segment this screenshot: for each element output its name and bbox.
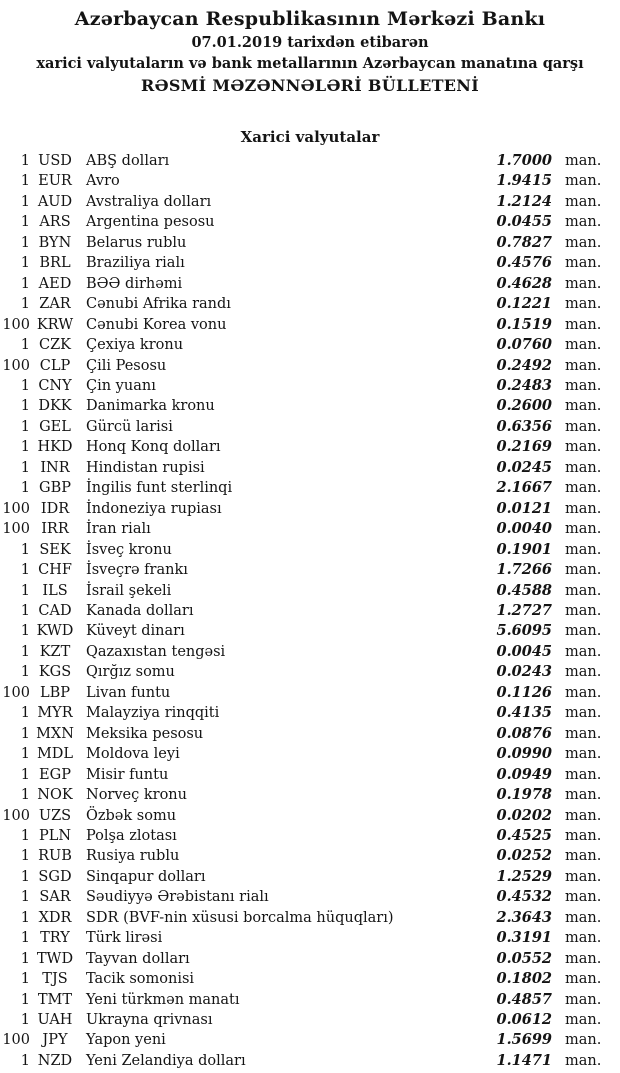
currency-code-cell: JPY [42,1032,68,1049]
unit-label-cell: man. [565,173,602,190]
currency-code-cell: EGP [39,766,71,783]
rate-value-cell: 0.4588 [496,581,552,599]
unit-label-cell: man. [565,521,602,538]
rate-value-cell: 0.4576 [496,254,552,272]
currency-name-cell: Tayvan dolları [86,950,190,967]
currency-code-cell: CHF [38,562,72,579]
currency-name-cell: Kanada dolları [86,602,194,619]
table-row [0,703,602,723]
table-row [0,396,602,416]
currency-code-cell: XDR [38,909,72,926]
currency-name-cell: Yeni Zelandiya dolları [86,1052,246,1069]
table-row [0,806,602,826]
currency-name-cell: Moldova leyi [86,746,180,763]
rate-value-cell: 0.4525 [496,826,552,844]
unit-label-cell: man. [565,766,602,783]
rate-value-cell: 0.4628 [496,274,552,292]
effective-date-line: 07.01.2019 tarixdən etibarən [191,34,429,51]
currency-name-cell: Yapon yeni [86,1032,166,1049]
quantity-cell: 100 [2,521,30,538]
table-row [0,1010,602,1030]
rate-value-cell: 0.2169 [496,438,552,456]
currency-code-cell: KZT [39,643,71,660]
currency-code-cell: EUR [38,173,72,190]
currency-name-cell: Gürcü larisi [86,418,173,435]
rate-value-cell: 2.3643 [496,908,552,926]
rate-value-cell: 1.7266 [496,561,552,579]
currency-code-cell: BRL [39,255,71,272]
currency-name-cell: İndoneziya rupiası [86,500,222,517]
unit-label-cell: man. [565,991,602,1008]
quantity-cell: 1 [20,193,30,210]
table-row [0,458,602,478]
rate-value-cell: 0.0245 [496,458,552,476]
quantity-cell: 1 [20,439,30,456]
table-row [0,192,602,212]
currency-name-cell: Polşa zlotası [86,827,177,844]
unit-label-cell: man. [565,377,602,394]
rate-value-cell: 0.4135 [496,704,552,722]
unit-label-cell: man. [565,214,602,231]
quantity-cell: 1 [20,1012,30,1029]
table-row [0,499,602,519]
currency-code-cell: KGS [38,664,72,681]
currency-code-cell: TJS [42,971,68,988]
table-row [0,642,602,662]
quantity-cell: 1 [20,337,30,354]
currency-name-cell: BƏƏ dirhəmi [86,275,183,292]
currency-code-cell: AED [38,275,72,292]
currency-name-cell: Danimarka kronu [86,398,215,415]
rate-value-cell: 0.0990 [496,745,552,763]
rate-value-cell: 0.0949 [496,765,552,783]
currency-name-cell: Argentina pesosu [86,214,215,231]
currency-name-cell: İsveç kronu [86,541,172,558]
currency-name-cell: İran rialı [86,521,151,538]
unit-label-cell: man. [565,950,602,967]
currency-code-cell: MDL [36,746,74,763]
table-row [0,212,602,232]
quantity-cell: 1 [20,930,30,947]
quantity-cell: 1 [20,766,30,783]
currency-code-cell: CNY [38,377,72,394]
rate-value-cell: 0.0252 [496,847,552,865]
table-row [0,949,602,969]
currency-name-cell: ABŞ dolları [86,153,170,169]
rate-value-cell: 0.0040 [496,520,552,538]
currency-code-cell: UZS [38,807,72,824]
unit-label-cell: man. [565,889,602,906]
quantity-cell: 1 [20,889,30,906]
currency-code-cell: UAH [37,1012,73,1029]
quantity-cell: 1 [20,562,30,579]
rate-value-cell: 5.6095 [496,622,552,640]
currency-code-cell: PLN [38,827,72,844]
unit-label-cell: man. [565,296,602,313]
rate-value-cell: 0.4857 [496,990,552,1008]
currency-code-cell: CZK [38,337,71,354]
rate-value-cell: 0.0243 [496,663,552,681]
unit-label-cell: man. [565,459,602,476]
currency-name-cell: İsveçrə frankı [86,562,188,579]
quantity-cell: 1 [20,234,30,251]
rate-value-cell: 0.7827 [496,233,552,251]
unit-label-cell: man. [565,623,602,640]
currency-name-cell: Meksika pesosu [86,725,204,742]
quantity-cell: 1 [20,398,30,415]
currency-code-cell: BYN [38,234,72,251]
currency-name-cell: Avstraliya dolları [86,193,212,210]
currency-code-cell: INR [40,459,70,476]
table-row [0,846,602,866]
quantity-cell: 100 [2,357,30,374]
unit-label-cell: man. [565,1012,602,1029]
currency-code-cell: TWD [36,950,74,967]
unit-label-cell: man. [565,255,602,272]
rate-value-cell: 0.0045 [496,642,552,660]
currency-name-cell: Rusiya rublu [86,848,180,865]
quantity-cell: 1 [20,602,30,619]
rate-value-cell: 1.7000 [496,152,552,169]
currency-name-cell: Yeni türkmən manatı [86,991,240,1008]
currency-name-cell: İsrail şekeli [86,582,172,599]
exchange-rates-table [0,151,620,1071]
table-row [0,315,602,335]
quantity-cell: 1 [20,664,30,681]
quantity-cell: 1 [20,868,30,885]
quantity-cell: 1 [20,705,30,722]
table-row [0,826,602,846]
currency-code-cell: GEL [39,418,71,435]
currency-code-cell: SEK [39,541,71,558]
quantity-cell: 1 [20,418,30,435]
unit-label-cell: man. [565,705,602,722]
currency-code-cell: AUD [37,193,73,210]
quantity-cell: 1 [20,296,30,313]
currency-code-cell: KRW [36,316,74,333]
unit-label-cell: man. [565,807,602,824]
currency-name-cell: Qazaxıstan tengəsi [86,643,226,660]
currency-name-cell: Qırğız somu [86,664,175,681]
unit-label-cell: man. [565,541,602,558]
rate-value-cell: 0.0760 [496,336,552,354]
unit-label-cell: man. [565,562,602,579]
rate-value-cell: 0.0552 [496,949,552,967]
table-row [0,662,602,682]
rate-value-cell: 1.1471 [496,1051,552,1069]
table-row [0,253,602,273]
table-row [0,969,602,989]
table-row [0,376,602,396]
currency-name-cell: Livan funtu [86,684,171,701]
table-row [0,765,602,785]
quantity-cell: 1 [20,827,30,844]
currency-name-cell: Braziliya rialı [86,255,185,272]
currency-code-cell: NOK [37,787,73,804]
bulletin-subtitle: xarici valyutaların və bank metallarının Azərbaycan manatına qarşı [36,55,584,72]
quantity-cell: 1 [20,541,30,558]
currency-code-cell: USD [38,153,72,169]
table-row [0,887,602,907]
rate-value-cell: 2.1667 [496,479,552,497]
currency-name-cell: Malayziya rinqqiti [86,705,220,722]
currency-name-cell: Çexiya kronu [86,337,184,354]
unit-label-cell: man. [565,602,602,619]
quantity-cell: 1 [20,991,30,1008]
currency-code-cell: IDR [40,500,70,517]
quantity-cell: 1 [20,746,30,763]
quantity-cell: 100 [2,500,30,517]
currency-name-cell: Ukrayna qrivnası [86,1012,213,1029]
unit-label-cell: man. [565,398,602,415]
currency-code-cell: IRR [41,521,69,538]
currency-name-cell: Misir funtu [86,766,169,783]
rate-value-cell: 1.5699 [496,1031,552,1049]
rate-value-cell: 1.2529 [496,867,552,885]
unit-label-cell: man. [565,971,602,988]
unit-label-cell: man. [565,316,602,333]
unit-label-cell: man. [565,439,602,456]
rate-value-cell: 0.1978 [496,786,552,804]
currency-name-cell: Cənubi Korea vonu [86,316,227,333]
currency-code-cell: SAR [39,889,71,906]
table-row [0,151,602,171]
currency-name-cell: Sinqapur dolları [86,868,206,885]
table-row [0,335,602,355]
currency-name-cell: İngilis funt sterlinqi [86,480,233,497]
rate-value-cell: 0.1901 [496,540,552,558]
table-row [0,294,602,314]
table-row [0,560,602,580]
currency-code-cell: SGD [38,868,72,885]
table-row [0,1030,602,1050]
table-row [0,908,602,928]
rate-value-cell: 0.1221 [496,295,552,313]
currency-code-cell: HKD [37,439,73,456]
table-row [0,233,602,253]
table-row [0,1051,602,1071]
quantity-cell: 100 [2,1032,30,1049]
currency-code-cell: KWD [36,623,74,640]
table-row [0,171,602,191]
unit-label-cell: man. [565,1032,602,1049]
rate-value-cell: 0.2600 [496,397,552,415]
currency-code-cell: ILS [42,582,68,599]
table-row [0,519,602,539]
unit-label-cell: man. [565,500,602,517]
rate-value-cell: 0.2492 [496,356,552,374]
currency-name-cell: Küveyt dinarı [86,623,185,640]
unit-label-cell: man. [565,664,602,681]
currency-name-cell: Tacik somonisi [86,971,195,988]
quantity-cell: 1 [20,275,30,292]
unit-label-cell: man. [565,193,602,210]
quantity-cell: 1 [20,725,30,742]
table-row [0,785,602,805]
quantity-cell: 1 [20,255,30,272]
currency-name-cell: Avro [86,173,120,190]
unit-label-cell: man. [565,275,602,292]
currency-name-cell: Çili Pesosu [86,357,167,374]
currency-name-cell: Özbək somu [86,807,177,824]
rate-value-cell: 0.2483 [496,376,552,394]
table-row [0,744,602,764]
quantity-cell: 1 [20,950,30,967]
rate-value-cell: 0.4532 [496,888,552,906]
currency-code-cell: ARS [39,214,71,231]
currency-name-cell: SDR (BVF-nin xüsusi borcalma hüquqları) [86,909,394,926]
quantity-cell: 1 [20,377,30,394]
table-row [0,478,602,498]
quantity-cell: 1 [20,153,30,169]
rate-value-cell: 1.2124 [496,192,552,210]
currency-name-cell: Çin yuanı [86,377,156,394]
section-title-foreign-currencies: Xarici valyutalar [240,128,380,146]
currency-name-cell: Hindistan rupisi [86,459,205,476]
currency-code-cell: DKK [38,398,72,415]
bulletin-header [0,0,620,97]
bank-name: Azərbaycan Respublikasının Mərkəzi Bankı [74,8,546,30]
table-row [0,724,602,744]
quantity-cell: 1 [20,643,30,660]
table-row [0,683,602,703]
quantity-cell: 1 [20,214,30,231]
currency-name-cell: Honq Konq dolları [86,439,221,456]
unit-label-cell: man. [565,684,602,701]
currency-name-cell: Belarus rublu [86,234,187,251]
unit-label-cell: man. [565,848,602,865]
rate-value-cell: 1.2727 [496,601,552,619]
rate-value-cell: 0.0121 [496,499,552,517]
quantity-cell: 1 [20,582,30,599]
currency-name-cell: Cənubi Afrika randı [86,296,231,313]
table-row [0,990,602,1010]
currency-code-cell: CLP [39,357,71,374]
table-row [0,601,602,621]
quantity-cell: 100 [2,807,30,824]
bulletin-title: RƏSMİ MƏZƏNNƏLƏRİ BÜLLETENİ [140,76,480,95]
rate-value-cell: 0.0202 [496,806,552,824]
table-row [0,437,602,457]
table-row [0,621,602,641]
table-row [0,928,602,948]
currency-code-cell: GBP [39,480,71,497]
unit-label-cell: man. [565,153,602,169]
currency-code-cell: TRY [40,930,70,947]
currency-code-cell: MXN [36,725,74,742]
quantity-cell: 1 [20,459,30,476]
quantity-cell: 1 [20,623,30,640]
currency-name-cell: Norveç kronu [86,787,187,804]
currency-code-cell: TMT [37,991,73,1008]
quantity-cell: 1 [20,909,30,926]
quantity-cell: 1 [20,480,30,497]
unit-label-cell: man. [565,1052,602,1069]
quantity-cell: 1 [20,787,30,804]
unit-label-cell: man. [565,234,602,251]
rate-value-cell: 0.0612 [496,1011,552,1029]
unit-label-cell: man. [565,357,602,374]
quantity-cell: 1 [20,173,30,190]
rate-value-cell: 0.1802 [496,970,552,988]
unit-label-cell: man. [565,582,602,599]
currency-code-cell: RUB [38,848,72,865]
currency-name-cell: Türk lirəsi [86,930,163,947]
rate-value-cell: 1.9415 [496,172,552,190]
unit-label-cell: man. [565,418,602,435]
currency-code-cell: LBP [39,684,71,701]
quantity-cell: 100 [2,684,30,701]
unit-label-cell: man. [565,909,602,926]
unit-label-cell: man. [565,480,602,497]
unit-label-cell: man. [565,827,602,844]
currency-code-cell: MYR [37,705,73,722]
rate-value-cell: 0.3191 [496,929,552,947]
table-row [0,417,602,437]
rate-value-cell: 0.0455 [496,213,552,231]
currency-code-cell: ZAR [39,296,71,313]
rate-value-cell: 0.6356 [496,417,552,435]
unit-label-cell: man. [565,337,602,354]
table-row [0,540,602,560]
rate-value-cell: 0.0876 [496,724,552,742]
quantity-cell: 1 [20,848,30,865]
table-row [0,356,602,376]
unit-label-cell: man. [565,643,602,660]
currency-code-cell: NZD [37,1052,73,1069]
unit-label-cell: man. [565,787,602,804]
currency-name-cell: Səudiyyə Ərəbistanı rialı [86,889,269,906]
rate-value-cell: 0.1126 [496,683,552,701]
unit-label-cell: man. [565,868,602,885]
quantity-cell: 1 [20,971,30,988]
unit-label-cell: man. [565,930,602,947]
quantity-cell: 1 [20,1052,30,1069]
rate-value-cell: 0.1519 [496,315,552,333]
unit-label-cell: man. [565,725,602,742]
currency-code-cell: CAD [38,602,72,619]
unit-label-cell: man. [565,746,602,763]
quantity-cell: 100 [2,316,30,333]
table-row [0,581,602,601]
table-row [0,867,602,887]
table-row [0,274,602,294]
